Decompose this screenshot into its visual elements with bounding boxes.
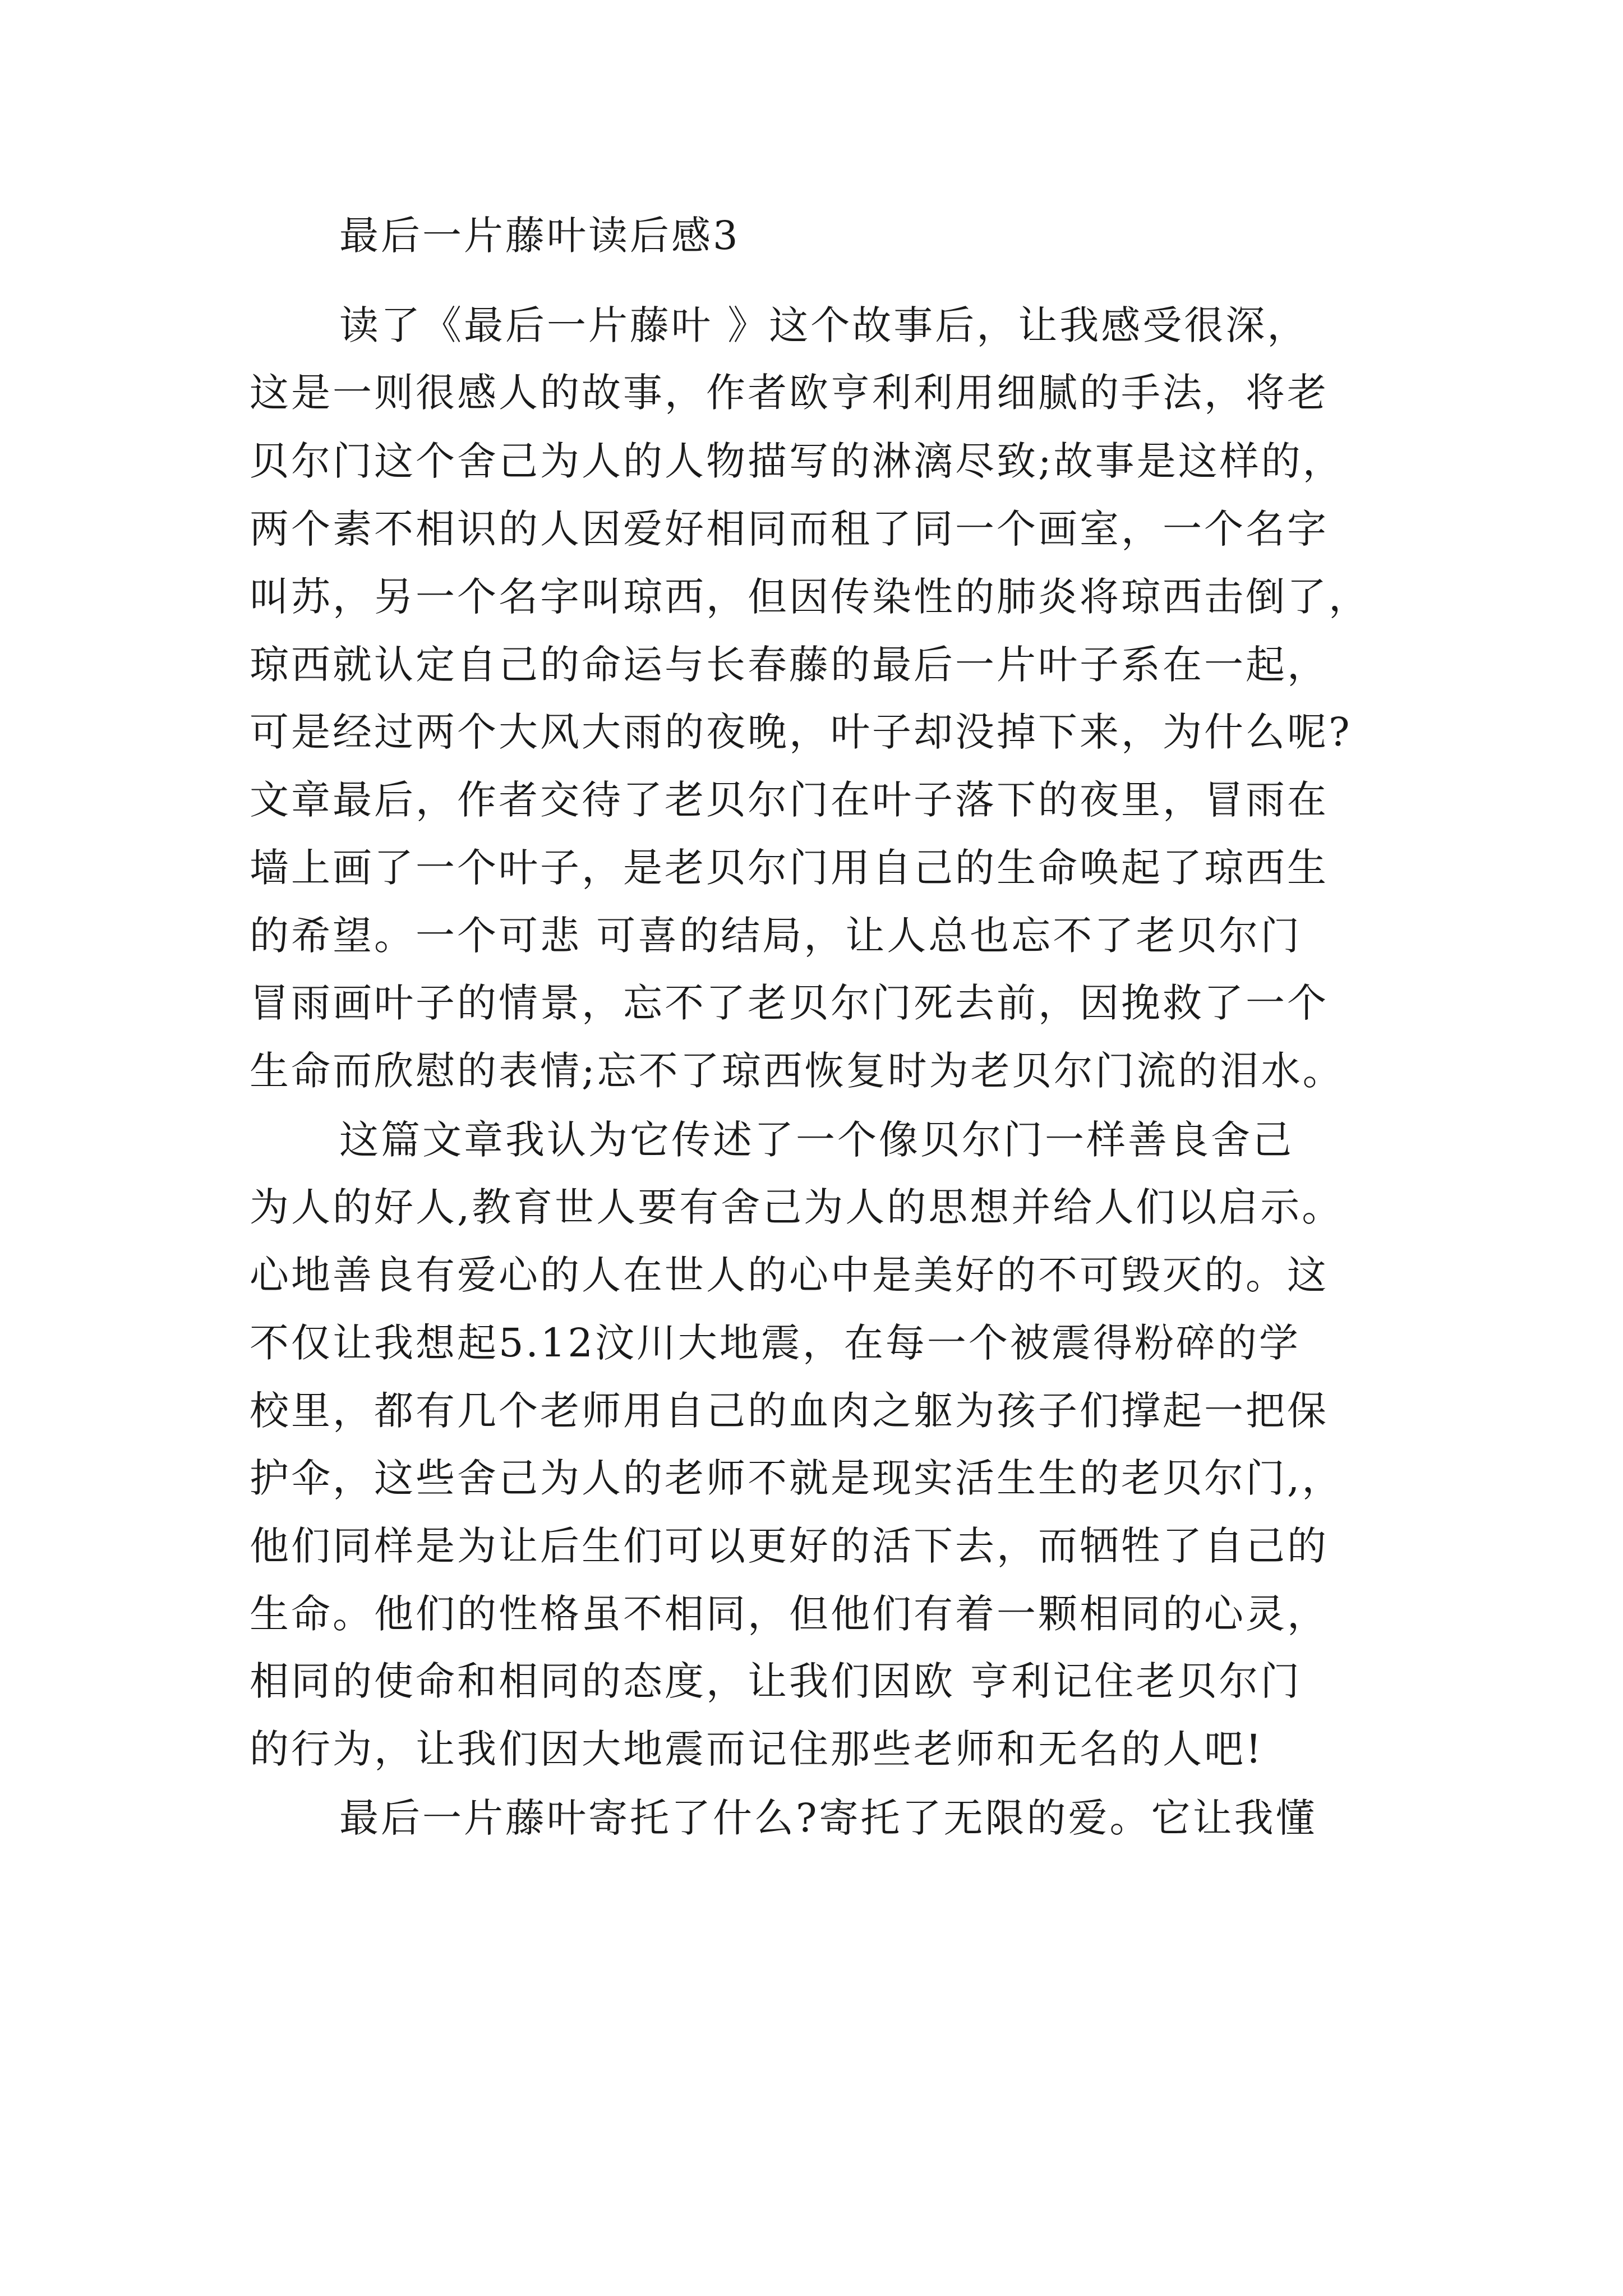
paragraph-line: 最后一片藤叶寄托了什么?寄托了无限的爱。它让我懂 <box>339 1795 1317 1841</box>
paragraph-line: 校里，都有几个老师用自己的血肉之躯为孩子们撑起一把保 <box>250 1388 1329 1434</box>
paragraph-line: 生命而欣慰的表情;忘不了琼西恢复时为老贝尔门流的泪水。 <box>250 1048 1344 1094</box>
paragraph-line: 的行为，让我们因大地震而记住那些老师和无名的人吧! <box>250 1726 1264 1772</box>
paragraph-line: 护伞，这些舍己为人的老师不就是现实活生生的老贝尔门,， <box>250 1455 1344 1501</box>
paragraph-line: 可是经过两个大风大雨的夜晚，叶子却没掉下来，为什么呢? <box>250 709 1352 755</box>
paragraph-line: 生命。他们的性格虽不相同，但他们有着一颗相同的心灵， <box>250 1591 1329 1637</box>
paragraph-line: 墙上画了一个叶子，是老贝尔门用自己的生命唤起了琼西生 <box>250 845 1329 891</box>
paragraph-line: 叫苏，另一个名字叫琼西，但因传染性的肺炎将琼西击倒了， <box>250 574 1370 620</box>
document-title: 最后一片藤叶读后感3 <box>339 213 740 259</box>
paragraph-line: 这篇文章我认为它传述了一个像贝尔门一样善良舍己 <box>339 1117 1294 1163</box>
paragraph-line: 的希望。一个可悲 可喜的结局，让人总也忘不了老贝尔门 <box>250 913 1302 959</box>
paragraph-line: 贝尔门这个舍己为人的人物描写的淋漓尽致;故事是这样的， <box>250 438 1344 484</box>
paragraph-line: 读了《最后一片藤叶 》这个故事后，让我感受很深， <box>339 302 1309 348</box>
paragraph-line: 文章最后，作者交待了老贝尔门在叶子落下的夜里，冒雨在 <box>250 777 1329 823</box>
paragraph-line: 冒雨画叶子的情景，忘不了老贝尔门死去前，因挽救了一个 <box>250 980 1329 1026</box>
paragraph-line: 心地善良有爱心的人在世人的心中是美好的不可毁灭的。这 <box>250 1252 1329 1298</box>
paragraph-line: 相同的使命和相同的态度，让我们因欧 亨利记住老贝尔门 <box>250 1658 1302 1704</box>
paragraph-line: 两个素不相识的人因爱好相同而租了同一个画室，一个名字 <box>250 506 1329 552</box>
paragraph-line: 这是一则很感人的故事，作者欧亨利利用细腻的手法，将老 <box>250 370 1329 416</box>
paragraph-line: 不仅让我想起5.12汶川大地震，在每一个被震得粉碎的学 <box>250 1320 1301 1366</box>
paragraph-line: 琼西就认定自己的命运与长春藤的最后一片叶子系在一起， <box>250 642 1329 688</box>
paragraph-line: 为人的好人,教育世人要有舍己为人的思想并给人们以启示。 <box>250 1184 1344 1230</box>
paragraph-line: 他们同样是为让后生们可以更好的活下去，而牺牲了自己的 <box>250 1523 1329 1569</box>
